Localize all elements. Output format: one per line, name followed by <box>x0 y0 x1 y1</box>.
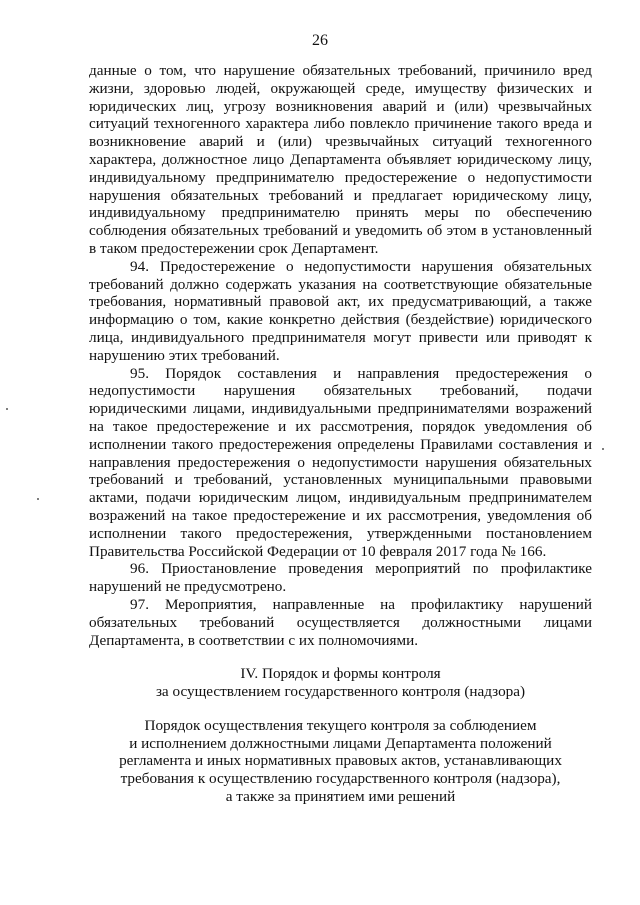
scan-speck <box>602 448 604 450</box>
scan-speck <box>6 408 8 410</box>
section-heading-line: за осуществлением государственного контроля (надзора) <box>155 683 526 701</box>
paragraph-continuation: данные о том, что нарушение обязательных требований, причинило вред жизни, здоровью людей, окружающей среде, имуществу физических и юридических лиц, угрозу возникновения аварий и (или) чрезвычайных ситуаций техногенного характера либо повлекло причинение такого вреда и возникновение аварий и (или) чрезвычайных ситуаций техногенного характера, должностное лицо Департамента объявляет юридическому лицу, индивидуальному предпринимателю предостережение о недопустимости нарушения обязательных требований и предлагает юридическому лицу, индивидуальному предпринимателю принять меры по обеспечению соблюдения обязательных требований и уведомить об этом в установленный в таком предостережении срок Департамент. <box>89 62 592 257</box>
sub-heading <box>89 717 592 806</box>
section-heading <box>89 665 592 701</box>
sub-heading-line: а также за принятием ими решений <box>225 788 456 806</box>
page-number: 26 <box>312 32 328 49</box>
document-body <box>89 62 592 806</box>
section-heading-line: IV. Порядок и формы контроля <box>240 665 441 683</box>
paragraph-96: 96. Приостановление проведения мероприятий по профилактике нарушений не предусмотрено. <box>89 560 592 596</box>
paragraph-94: 94. Предостережение о недопустимости нарушения обязательных требований должно содержать указания на соответствующие обязательные требования, нормативный правовой акт, их предусматривающий, а также информацию о том, какие конкретно действия (бездействие) юридического лица, индивидуального предпринимателя могут привести или приводят к нарушению этих требований. <box>89 257 592 364</box>
sub-heading-line: требования к осуществлению государственного контроля (надзора), <box>120 770 561 788</box>
scan-speck <box>37 498 39 500</box>
sub-heading-line: Порядок осуществления текущего контроля за соблюдением <box>144 716 537 734</box>
paragraph-95: 95. Порядок составления и направления предостережения о недопустимости нарушения обязательных требований, подачи юридическими лицами, индивидуальными предпринимателями возражений на такое предостережение и их рассмотрения, порядок уведомления об исполнении такого предостережения определены Правилами составления и направления предостережения о недопустимости нарушения обязательных требований и требований, установленных муниципальными правовыми актами, подачи юридическим лицом, индивидуальным предпринимателем возражений на такое предостережение и их рассмотрения, уведомления об исполнении такого предостережения, утвержденными постановлением Правительства Российской Федерации от 10 февраля 2017 года № 166. <box>89 364 592 560</box>
paragraph-97: 97. Мероприятия, направленные на профилактику нарушений обязательных требований осуществляется должностными лицами Департамента, в соответствии с их полномочиями. <box>89 595 592 649</box>
sub-heading-line: регламента и иных нормативных правовых актов, устанавливающих <box>119 752 562 770</box>
sub-heading-line: и исполнением должностными лицами Департамента положений <box>129 734 552 752</box>
